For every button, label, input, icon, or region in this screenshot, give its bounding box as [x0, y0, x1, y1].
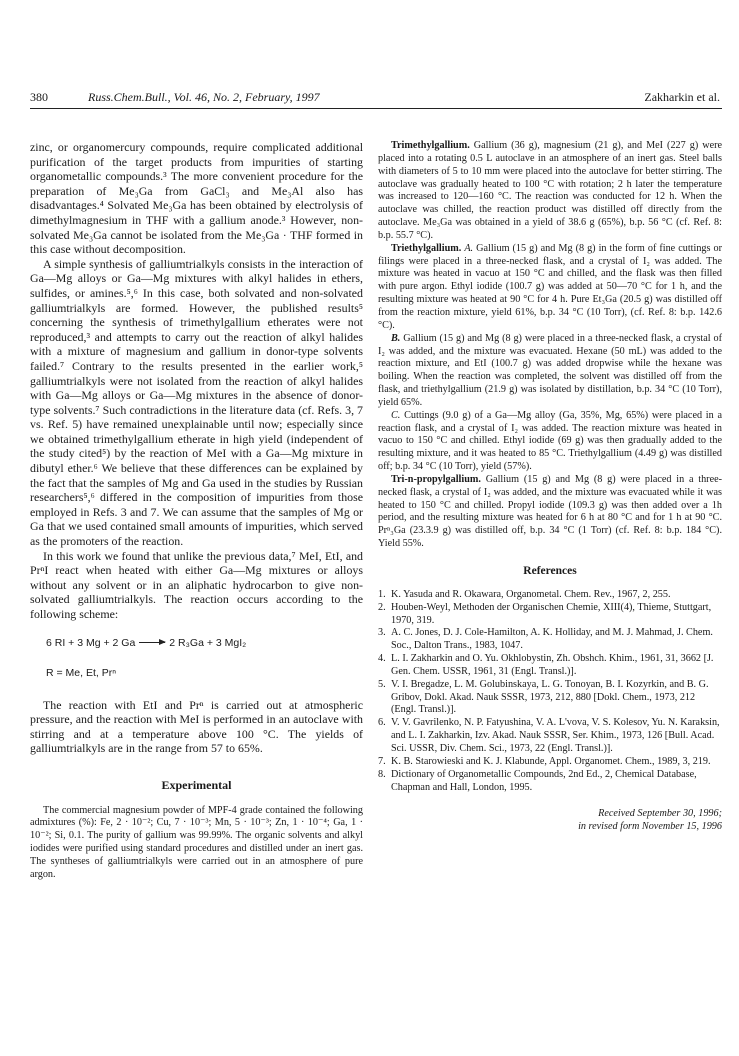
reference-text: V. V. Gavrilenko, N. P. Fatyushina, V. A. L'vova, V. S. Kolesov, Yu. N. Karaksin, and L. I. Zakharkin, Izv. Akad. Nauk SSSR, Ser. Khim., 1973, 126 [Bull. Acad. Sci. USSR, Div. Chem. Sci., 1973, 22 (Engl. Transl.)]. — [391, 717, 720, 754]
reference-number: 4. — [378, 653, 386, 665]
reference-text: Dictionary of Organometallic Compounds, 2nd Ed., 2, Chemical Database, Chapman and Hall, London, 1995. — [391, 768, 697, 793]
reference-number: 8. — [378, 768, 386, 780]
reference-item — [378, 756, 722, 769]
reference-item — [378, 589, 722, 602]
reference-text: K. Yasuda and R. Okawara, Organometal. Chem. Rev., 1967, 2, 255. — [391, 588, 671, 600]
reference-item — [378, 602, 722, 628]
reactants: 6 RI + 3 Mg + 2 Ga — [46, 636, 136, 649]
procedure-title: Trimethylgallium. — [391, 140, 470, 151]
reference-text: L. I. Zakharkin and O. Yu. Okhlobystin, Zh. Obshch. Khim., 1961, 31, 3662 [J. Gen. Chem. USSR, 1961, 31 (Engl. Transl.)]. — [391, 653, 714, 677]
reference-item — [378, 679, 722, 718]
reaction-equation — [46, 636, 363, 650]
reference-number: 2. — [378, 601, 386, 613]
reference-number: 5. — [378, 678, 386, 690]
substituent-definition: R = Me, Et, Prⁿ — [46, 666, 117, 679]
reference-text: V. I. Bregadze, L. M. Golubinskaya, L. G. Tonoyan, B. I. Kozyrkin, and B. G. Gribov, Dokl. Akad. Nauk SSSR, 1973, 212, 880 [Dokl. Chem., 1973, 212 (Engl. Transl.)]. — [391, 678, 709, 716]
section-heading-experimental: Experimental — [161, 777, 232, 792]
reference-number: 6. — [378, 717, 386, 729]
running-header — [30, 88, 722, 109]
procedure-title: Tri-n-propylgallium. — [391, 473, 481, 485]
procedure-text: Gallium (15 g) and Mg (8 g) in the form of fine cuttings or filings were placed in a three-necked flask, and a crystal of I₂ was added. The mixture was heated in vacuo at 150 °C and chilled, and the flask was then filled with pure argon. Ethyl iodide (100.7 g) was added at 50—70 °C for 1 h, and the resulting mixture was heated at 90 °C for 4 h. Pure Et₃Ga (20.5 g) was distilled off from the reaction mixture, yield 61%, b.p. 34 °C (10 Torr), (cf. Ref. 8: b.p. 142.6 °C). — [378, 242, 723, 331]
reference-number: 7. — [378, 755, 386, 767]
journal-citation: Russ.Chem.Bull., Vol. 46, No. 2, February, 1997 — [88, 90, 320, 104]
paragraph-intro-continued: zinc, or organomercury compounds, require complicated additional purification of the target products from impurities of starting organometallic compounds.³ The more convenient procedure for the preparation of Me₃Ga from GaCl₃ and Me₃Al also has disadvantages.⁴ Solvated Me₃Ga has been obtained by electrolysis of dimethylmagnesium in THF with a gallium anode.³ However, non-solvated Me₃Ga cannot be isolated from the Me₃Ga · THF formed in this case without decomposition. — [30, 140, 363, 257]
revised-date: in revised form November 15, 1996 — [578, 821, 722, 833]
running-authors: Zakharkin et al. — [644, 90, 720, 104]
procedure-triethylgallium-c — [378, 410, 722, 474]
paragraph-synthesis: A simple synthesis of galliumtrialkyls consists in the interaction of Ga—Mg alloys or Ga—Mg mixtures with alkyl halides in ethers, sulfides, or amines.⁵,⁶ In this case, both solvated and non-solvated galliumtrialkyls are formed. However, the published results⁵ concerning the synthesis of trimethylgallium etherates were not reproduced,³ and attempts to carry out the reaction of alkyl halides with a mixture of magnesium and gallium in donor-type solvents failed.⁷ Contrary to the results presented in the earlier work,⁵ galliumtrialkyls were not isolated from the reaction of alkyl halides with Ga—Mg alloys or Ga—Mg mixtures in the absence of donor-type solvents.⁷ Such contradictions in the literature data (cf. Refs. 3, 7 vs. Ref. 5) have remained unexplainable until now; especially since we obtained trimethylgallium etherate in high yield (independent of the study cited⁵) by the reaction of MeI with a Ga—Mg mixture in dibutyl ether.⁶ We believe that these differences can be explained by the fact that the samples of Mg and Ga used in the studies by Russian researchers⁵,⁶ differed in the composition of impurities from those employed in Refs. 3 and 7. We can assume that the samples of Mg or Ga that we used contained small amounts of impurities, which served as the promoters of the reaction. — [30, 256, 363, 549]
reference-number: 1. — [378, 588, 386, 600]
section-heading-references: References — [523, 565, 577, 577]
reference-text: Houben-Weyl, Methoden der Organischen Chemie, XIII(4), Thieme, Stuttgart, 1970, 319. — [391, 601, 712, 626]
reference-text: A. C. Jones, D. J. Cole-Hamilton, A. K. Holliday, and M. J. Mahmad, J. Chem. Soc., Dalton Trans., 1983, 1047. — [391, 627, 713, 652]
reference-item — [378, 769, 722, 795]
procedure-text: Gallium (15 g) and Mg (8 g) were placed in a three-necked flask, a crystal of I₂ was added, and the mixture was evacuated while it was heated to 150 °C and chilled. Propyl iodide (109.3 g) was then added over a 1h period, and the resulting mixture was heated for 6 h at 80 °C and for 1 h at 90 °C. Prⁿ₃Ga (23.3.9 g) was distilled off, b.p. 34 °C (1 Torr) (cf. Ref. 8: b.p. 184 °C). Yield 55%. — [378, 473, 723, 550]
reference-item — [378, 653, 722, 679]
procedure-text: Gallium (15 g) and Mg (8 g) were placed in a three-necked flask, a crystal of I₂ was added, and the mixture was evacuated. Hexane (50 mL) was added to the reaction mixture, and EtI (100.7 g) was added dropwise while the hexane was boiling. When the reaction was completed, the solvent was distilled off from the flask, and triethylgallium (21.9 g) was isolated by distillation, b.p. 34 °C (10 Torr), yield 65%. — [378, 332, 722, 408]
procedure-text: Gallium (36 g), magnesium (21 g), and MeI (227 g) were placed into a rotating 0.5 L autoclave in an atmosphere of an inert gas. Steel balls with diameters of 5 to 10 mm were placed into the autoclave for better stirring. The autoclave was gradually heated to 100 °C with rotation; 2 h later the temperature was increased to 120—160 °C. The reaction was conducted for 12 h. When the autoclave was chilled, the reaction product was distilled off directly from the autoclave. Me₃Ga was obtained in a yield of 38.6 g (65%), b.p. 56 °C (cf. Ref. 8: b.p. 55.7 °C). — [378, 140, 723, 241]
method-label: B. — [391, 332, 401, 344]
method-label: C. — [391, 409, 401, 421]
procedure-title: Triethylgallium. — [391, 242, 462, 254]
page-number: 380 — [30, 90, 48, 104]
reference-item — [378, 717, 722, 756]
received-date: Received September 30, 1996; — [598, 808, 722, 820]
reference-text: K. B. Starowieski and K. J. Klabunde, Appl. Organomet. Chem., 1989, 3, 219. — [391, 755, 711, 767]
reference-number: 3. — [378, 627, 386, 639]
reference-item — [378, 627, 722, 653]
reference-list — [378, 589, 722, 795]
reaction-arrow-icon — [139, 642, 165, 643]
procedure-triethylgallium-a — [378, 243, 722, 333]
right-column — [378, 140, 722, 834]
procedure-tripropylgallium — [378, 474, 722, 551]
paragraph-conditions: The reaction with EtI and Prⁿ is carried out at atmospheric pressure, and the reaction with MeI is performed in an autoclave with stirring and at a temperature above 100 °C. The yields of galliumtrialkyls are in the range from 57 to 65%. — [30, 697, 363, 756]
procedure-trimethylgallium — [378, 140, 722, 243]
reaction-scheme — [46, 636, 363, 680]
method-label: A. — [464, 242, 474, 254]
left-column — [30, 140, 363, 882]
paragraph-this-work: In this work we found that unlike the previous data,⁷ MeI, EtI, and PrⁿI react when heated with either Ga—Mg mixtures or alloys without any solvent or in an aliphatic hydrocarbon to give non-solvated galliumtrialkyls. The reaction occurs according to the following scheme: — [30, 548, 363, 621]
procedure-triethylgallium-b — [378, 333, 722, 410]
paragraph-materials: The commercial magnesium powder of MPF-4 grade contained the following admixtures (%): Fe, 2 · 10⁻²; Cu, 7 · 10⁻³; Mn, 5 · 10⁻³; Zn, 1 · 10⁻⁴; Ga, 1 · 10⁻²; Si, 0.1. The purity of gallium was 99.99%. The organic solvents and alkyl iodides were purified using standard procedures and distilled under an inert gas. The syntheses of galliumtrialkyls were carried out in an atmosphere of pure argon. — [30, 804, 363, 880]
procedure-text: Cuttings (9.0 g) of a Ga—Mg alloy (Ga, 35%, Mg, 65%) were placed in a reaction flask, and a crystal of I₂ was added. The reaction mixture was heated in vacuo to 150 °C and chilled. Ethyl iodide (69 g) was then gradually added to the resulting mixture, and it was heated to 85 °C. Triethylgallium (4.49 g) was distilled off; b.p. 34 °C (10 Torr), yield (57%). — [378, 409, 723, 473]
received-dates — [378, 808, 722, 834]
products: 2 R₃Ga + 3 MgI₂ — [169, 636, 247, 649]
